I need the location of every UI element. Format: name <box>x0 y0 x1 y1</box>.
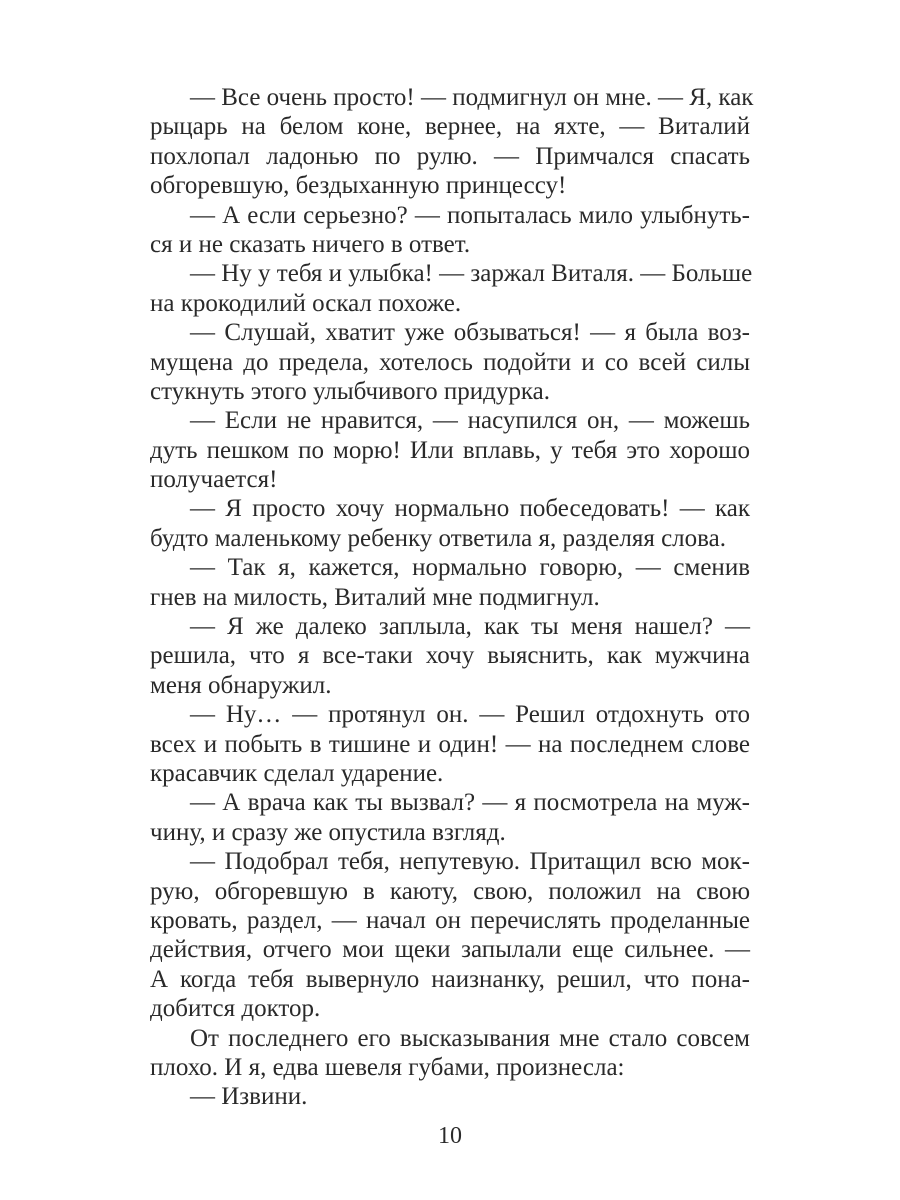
paragraph <box>150 1082 750 1111</box>
paragraph <box>150 83 754 201</box>
text-line: — Все очень просто! — подмигнул он мне. — Я, как <box>190 84 754 111</box>
paragraph <box>150 788 750 847</box>
paragraph <box>150 259 753 318</box>
text-line: плохо. И я, едва шевеля губами, произнесла: <box>150 1053 625 1081</box>
text-line: мущена до предела, хотелось подойти и со всей силы <box>150 348 750 376</box>
text-line: всех и побыть в тишине и один! — на последнем слове <box>150 730 750 758</box>
paragraph <box>150 1024 750 1083</box>
text-line: рыцарь на белом коне, вернее, на яхте, — Виталий <box>150 113 750 141</box>
text-line: на крокодилий оскал похоже. <box>150 289 462 317</box>
text-line: рую, обгоревшую в каюту, свою, положил на свою <box>150 877 750 905</box>
text-line: добится доктор. <box>150 995 321 1023</box>
text-line: А когда тебя вывернуло наизнанку, решил, что пона- <box>150 965 750 993</box>
text-line: действия, отчего мои щеки запылали еще сильнее. — <box>150 936 750 964</box>
text-line: стукнуть этого улыбчивого придурка. <box>150 377 550 405</box>
page-number: 10 <box>438 1123 462 1149</box>
text-line: — Я просто хочу нормально побеседовать! — как <box>190 495 750 523</box>
text-line: будто маленькому ребенку ответила я, разделяя слова. <box>150 524 726 552</box>
text-line: похлопал ладонью по рулю. — Примчался спасать <box>150 142 750 170</box>
text-line: красавчик сделал ударение. <box>150 759 444 787</box>
paragraph <box>150 612 750 700</box>
page-text <box>150 83 754 1112</box>
paragraph <box>150 847 750 1023</box>
text-line: — Извини. <box>190 1083 308 1111</box>
text-line: чину, и сразу же опустила взгляд. <box>150 818 506 846</box>
paragraph <box>150 553 750 612</box>
text-line: дуть пешком по морю! Или вплавь, у тебя это хорошо <box>150 436 750 464</box>
text-line: ся и не сказать ничего в ответ. <box>150 230 471 258</box>
paragraph <box>150 494 750 553</box>
text-line: — А врача как ты вызвал? — я посмотрела на муж- <box>190 789 750 817</box>
text-line: — Если не нравится, — насупился он, — можешь <box>190 407 750 435</box>
text-line: кровать, раздел, — начал он перечислять проделанные <box>150 906 750 934</box>
text-line: — Слушай, хватит уже обзываться! — я была воз- <box>190 319 750 347</box>
text-line: От последнего его высказывания мне стало совсем <box>190 1024 750 1052</box>
paragraph <box>150 406 750 494</box>
text-line: получается! <box>150 466 278 494</box>
paragraph <box>150 201 750 260</box>
paragraph <box>150 700 750 788</box>
text-line: гнев на милость, Виталий мне подмигнул. <box>150 583 600 611</box>
paragraph <box>150 318 750 406</box>
text-line: — Ну… — протянул он. — Решил отдохнуть ото <box>190 701 750 729</box>
text-line: — Я же далеко заплыла, как ты меня нашел? — <box>190 613 750 641</box>
text-line: решила, что я все-таки хочу выяснить, как мужчина <box>150 642 750 670</box>
text-line: меня обнаружил. <box>150 671 332 699</box>
text-line: — Так я, кажется, нормально говорю, — сменив <box>190 554 750 582</box>
text-line: — А если серьезно? — попыталась мило улыбнуть- <box>190 201 750 229</box>
text-line: — Ну у тебя и улыбка! — заржал Виталя. — Больше <box>190 260 753 288</box>
text-line: — Подобрал тебя, непутевую. Притащил всю мок- <box>190 848 750 876</box>
text-line: обгоревшую, бездыханную принцессу! <box>150 172 567 200</box>
